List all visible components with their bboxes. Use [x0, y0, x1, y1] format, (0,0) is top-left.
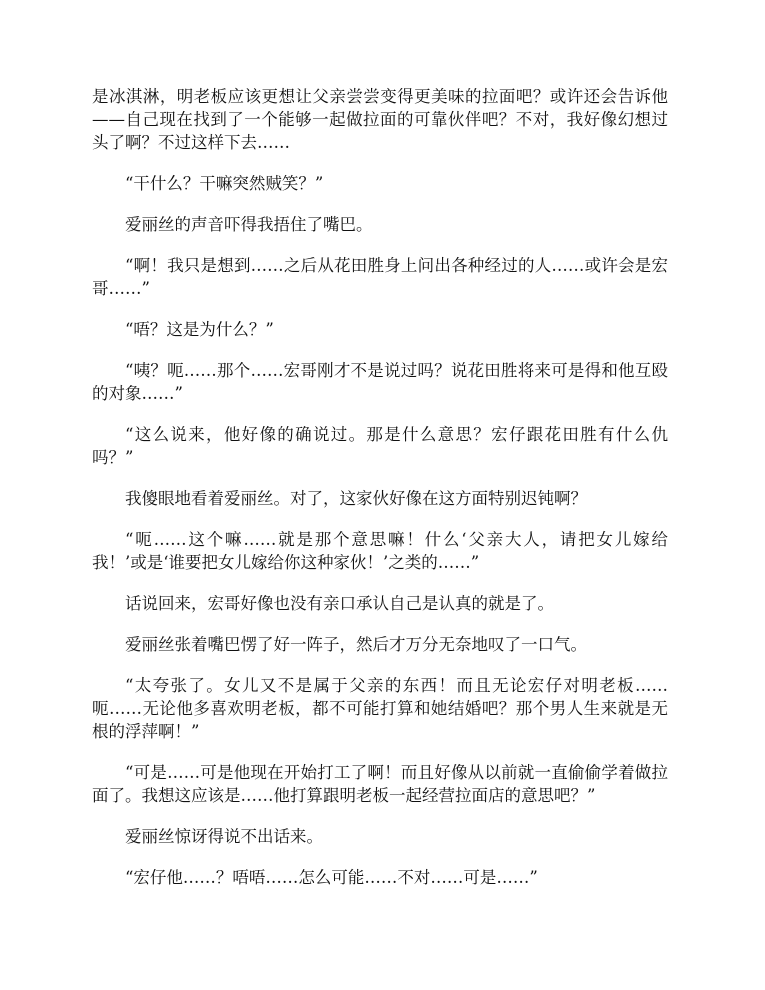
paragraph-9: “呃……这个嘛……就是那个意思嘛！什么‘父亲大人，请把女儿嫁给我！’或是‘谁要把女儿嫁给你这种家伙！’之类的……” — [92, 530, 668, 572]
paragraph-12: “太夸张了。女儿又不是属于父亲的东西！而且无论宏仔对明老板……呃……无论他多喜欢明老板，都不可能打算和她结婚吧？那个男人生来就是无根的浮萍啊！” — [92, 676, 668, 741]
paragraph-3: 爱丽丝的声音吓得我捂住了嘴巴。 — [125, 215, 373, 234]
paragraph-10: 话说回来，宏哥好像也没有亲口承认自己是认真的就是了。 — [125, 594, 554, 613]
paragraph-8: 我傻眼地看着爱丽丝。对了，这家伙好像在这方面特别迟钝啊？ — [125, 489, 587, 508]
paragraph-5: “唔？这是为什么？” — [125, 320, 274, 339]
paragraph-11: 爱丽丝张着嘴巴愣了好一阵子，然后才万分无奈地叹了一口气。 — [125, 635, 587, 654]
paragraph-4: “啊！我只是想到……之后从花田胜身上问出各种经过的人……或许会是宏哥……” — [92, 256, 668, 298]
paragraph-14: 爱丽丝惊讶得说不出话来。 — [125, 827, 323, 846]
paragraph-2: “干什么？干嘛突然贼笑？” — [125, 174, 324, 193]
paragraph-7: “这么说来，他好像的确说过。那是什么意思？宏仔跟花田胜有什么仇吗？” — [92, 425, 668, 467]
paragraph-6: “咦？呃……那个……宏哥刚才不是说过吗？说花田胜将来可是得和他互殴的对象……” — [92, 361, 668, 403]
paragraph-13: “可是……可是他现在开始打工了啊！而且好像从以前就一直偷偷学着做拉面了。我想这应该是……他打算跟明老板一起经营拉面店的意思吧？” — [92, 763, 668, 805]
paragraph-1: 是冰淇淋，明老板应该更想让父亲尝尝变得更美味的拉面吧？或许还会告诉他——自己现在找到了一个能够一起做拉面的可靠伙伴吧？不对，我好像幻想过头了啊？不过这样下去…… — [92, 87, 668, 152]
document-page — [92, 85, 668, 907]
paragraph-15: “宏仔他……？唔唔……怎么可能……不对……可是……” — [125, 868, 538, 887]
